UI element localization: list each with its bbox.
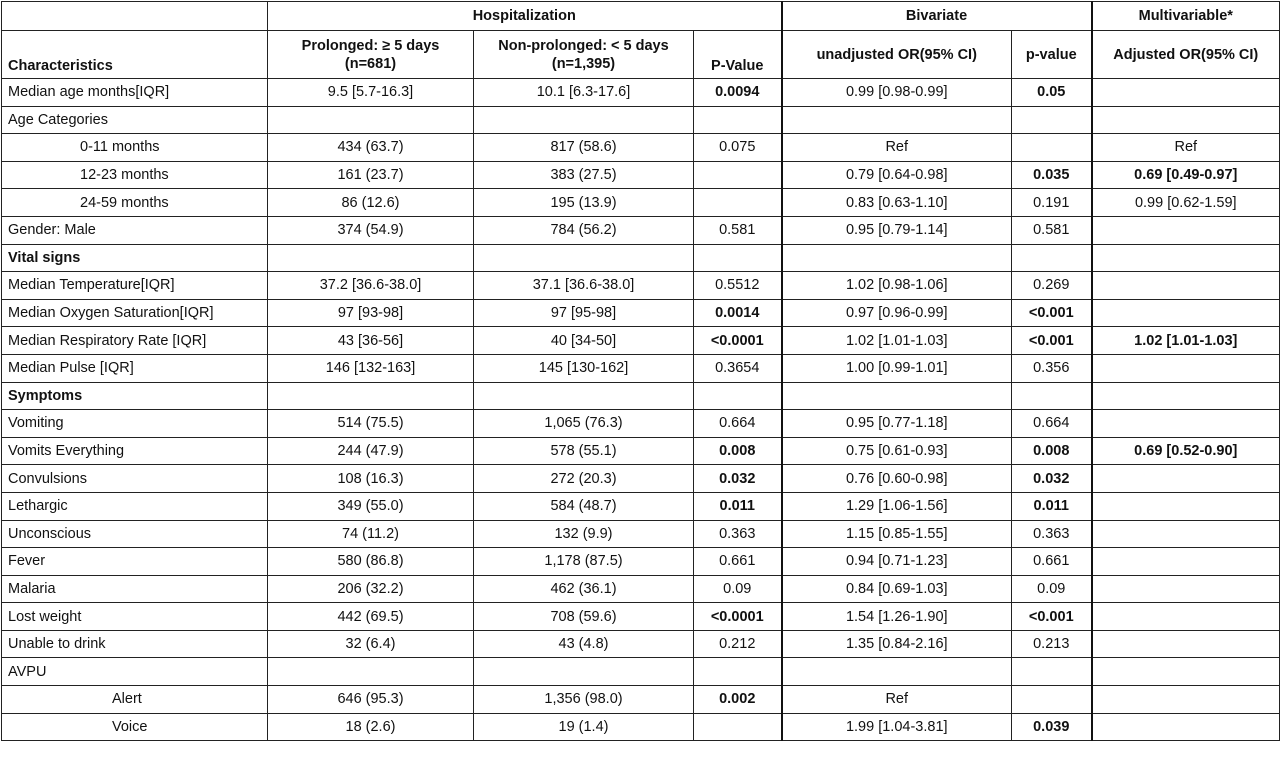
- unadjusted-or-cell: [782, 106, 1012, 134]
- prolonged-cell: [268, 382, 474, 410]
- bivariate-pvalue-cell: 0.09: [1012, 575, 1092, 603]
- nonprolonged-cell: 817 (58.6): [474, 134, 694, 162]
- bivariate-pvalue-cell: 0.035: [1012, 161, 1092, 189]
- header-column-row: [2, 31, 1280, 79]
- table-row: [2, 437, 1280, 465]
- bivariate-pvalue-cell: 0.363: [1012, 520, 1092, 548]
- pvalue-cell: 0.0014: [694, 299, 782, 327]
- prolonged-cell: [268, 658, 474, 686]
- nonprolonged-cell: 40 [34-50]: [474, 327, 694, 355]
- bivariate-pvalue-cell: 0.581: [1012, 216, 1092, 244]
- row-label: Gender: Male: [2, 216, 268, 244]
- row-label: AVPU: [2, 658, 268, 686]
- row-label: 0-11 months: [2, 134, 268, 162]
- bivariate-pvalue-cell: 0.664: [1012, 410, 1092, 438]
- nonprolonged-cell: 784 (56.2): [474, 216, 694, 244]
- table-row: [2, 216, 1280, 244]
- section-label: Symptoms: [2, 382, 268, 410]
- prolonged-cell: 434 (63.7): [268, 134, 474, 162]
- prolonged-cell: 442 (69.5): [268, 603, 474, 631]
- table-row: [2, 548, 1280, 576]
- prolonged-header-line2: (n=681): [344, 55, 397, 72]
- table-row: [2, 658, 1280, 686]
- pvalue-cell: 0.3654: [694, 354, 782, 382]
- pvalue-cell: <0.0001: [694, 603, 782, 631]
- row-label: Lethargic: [2, 492, 268, 520]
- prolonged-cell: 146 [132-163]: [268, 354, 474, 382]
- row-label: 12-23 months: [2, 161, 268, 189]
- prolonged-cell: 580 (86.8): [268, 548, 474, 576]
- prolonged-cell: [268, 244, 474, 272]
- pvalue-cell: 0.661: [694, 548, 782, 576]
- prolonged-cell: 32 (6.4): [268, 630, 474, 658]
- prolonged-cell: 74 (11.2): [268, 520, 474, 548]
- nonprolonged-cell: 1,178 (87.5): [474, 548, 694, 576]
- bivariate-pvalue-cell: 0.269: [1012, 272, 1092, 300]
- unadjusted-or-cell: 1.29 [1.06-1.56]: [782, 492, 1012, 520]
- unadjusted-or-cell: 0.76 [0.60-0.98]: [782, 465, 1012, 493]
- section-row: [2, 244, 1280, 272]
- table-row: [2, 713, 1280, 741]
- table-row: [2, 161, 1280, 189]
- unadjusted-or-cell: [782, 382, 1012, 410]
- pvalue-cell: 0.008: [694, 437, 782, 465]
- row-label: Lost weight: [2, 603, 268, 631]
- nonprolonged-cell: 19 (1.4): [474, 713, 694, 741]
- prolonged-cell: 646 (95.3): [268, 686, 474, 714]
- nonprolonged-cell: 272 (20.3): [474, 465, 694, 493]
- bivariate-pvalue-cell: 0.039: [1012, 713, 1092, 741]
- row-label: Median Oxygen Saturation[IQR]: [2, 299, 268, 327]
- pvalue-cell: 0.002: [694, 686, 782, 714]
- row-label: Malaria: [2, 575, 268, 603]
- prolonged-cell: 86 (12.6): [268, 189, 474, 217]
- row-label: Alert: [2, 686, 268, 714]
- adjusted-or-cell: [1092, 216, 1280, 244]
- unadjusted-or-cell: 1.02 [0.98-1.06]: [782, 272, 1012, 300]
- bivariate-pvalue-cell: 0.032: [1012, 465, 1092, 493]
- prolonged-cell: 514 (75.5): [268, 410, 474, 438]
- bivariate-pvalue-cell: 0.008: [1012, 437, 1092, 465]
- adjusted-or-cell: [1092, 713, 1280, 741]
- nonprolonged-header-line1: Non-prolonged: < 5 days: [498, 37, 669, 54]
- hospitalization-group-header: Hospitalization: [268, 2, 782, 31]
- prolonged-cell: 374 (54.9): [268, 216, 474, 244]
- pvalue-cell: [694, 713, 782, 741]
- prolonged-cell: 161 (23.7): [268, 161, 474, 189]
- prolonged-cell: 206 (32.2): [268, 575, 474, 603]
- pvalue-cell: [694, 106, 782, 134]
- row-label: Unconscious: [2, 520, 268, 548]
- bivariate-pvalue-cell: 0.011: [1012, 492, 1092, 520]
- unadjusted-or-cell: 1.00 [0.99-1.01]: [782, 354, 1012, 382]
- bivariate-pvalue-cell: [1012, 106, 1092, 134]
- adjusted-or-cell: [1092, 354, 1280, 382]
- adjusted-or-header: Adjusted OR(95% CI): [1092, 31, 1280, 79]
- nonprolonged-cell: 97 [95-98]: [474, 299, 694, 327]
- table-row: [2, 299, 1280, 327]
- adjusted-or-cell: [1092, 465, 1280, 493]
- bivariate-pvalue-cell: 0.191: [1012, 189, 1092, 217]
- unadjusted-or-cell: 1.54 [1.26-1.90]: [782, 603, 1012, 631]
- nonprolonged-cell: [474, 382, 694, 410]
- unadjusted-or-cell: 1.35 [0.84-2.16]: [782, 630, 1012, 658]
- pvalue-cell: 0.664: [694, 410, 782, 438]
- nonprolonged-cell: [474, 106, 694, 134]
- row-label: Unable to drink: [2, 630, 268, 658]
- nonprolonged-cell: 462 (36.1): [474, 575, 694, 603]
- bivariate-pvalue-cell: [1012, 658, 1092, 686]
- bivariate-pvalue-cell: 0.356: [1012, 354, 1092, 382]
- row-label: Voice: [2, 713, 268, 741]
- prolonged-cell: 97 [93-98]: [268, 299, 474, 327]
- nonprolonged-cell: 584 (48.7): [474, 492, 694, 520]
- table-row: [2, 79, 1280, 107]
- pvalue-cell: 0.032: [694, 465, 782, 493]
- nonprolonged-cell: 145 [130-162]: [474, 354, 694, 382]
- prolonged-cell: 37.2 [36.6-38.0]: [268, 272, 474, 300]
- prolonged-header-line1: Prolonged: ≥ 5 days: [301, 37, 440, 54]
- bivariate-pvalue-cell: [1012, 686, 1092, 714]
- bivariate-pvalue-cell: 0.213: [1012, 630, 1092, 658]
- bivariate-pvalue-cell: [1012, 382, 1092, 410]
- prolonged-cell: 349 (55.0): [268, 492, 474, 520]
- prolonged-header: [268, 31, 474, 79]
- unadjusted-or-cell: Ref: [782, 134, 1012, 162]
- bivariate-pvalue-cell: <0.001: [1012, 603, 1092, 631]
- adjusted-or-cell: [1092, 299, 1280, 327]
- row-label: Fever: [2, 548, 268, 576]
- pvalue-cell: 0.363: [694, 520, 782, 548]
- prolonged-cell: 108 (16.3): [268, 465, 474, 493]
- adjusted-or-cell: [1092, 686, 1280, 714]
- prolonged-cell: [268, 106, 474, 134]
- unadjusted-or-cell: 0.95 [0.77-1.18]: [782, 410, 1012, 438]
- unadjusted-or-cell: 0.84 [0.69-1.03]: [782, 575, 1012, 603]
- pvalue-cell: 0.075: [694, 134, 782, 162]
- table-row: [2, 492, 1280, 520]
- table-row: [2, 575, 1280, 603]
- adjusted-or-cell: [1092, 658, 1280, 686]
- table-row: [2, 134, 1280, 162]
- adjusted-or-cell: [1092, 244, 1280, 272]
- bivariate-group-header: Bivariate: [782, 2, 1092, 31]
- unadjusted-or-cell: 0.95 [0.79-1.14]: [782, 216, 1012, 244]
- adjusted-or-cell: [1092, 603, 1280, 631]
- unadjusted-or-cell: 1.15 [0.85-1.55]: [782, 520, 1012, 548]
- table-row: [2, 686, 1280, 714]
- unadjusted-or-cell: Ref: [782, 686, 1012, 714]
- pvalue-cell: [694, 382, 782, 410]
- nonprolonged-cell: 708 (59.6): [474, 603, 694, 631]
- unadjusted-or-cell: 0.94 [0.71-1.23]: [782, 548, 1012, 576]
- nonprolonged-cell: 383 (27.5): [474, 161, 694, 189]
- nonprolonged-cell: 43 (4.8): [474, 630, 694, 658]
- pvalue-cell: [694, 189, 782, 217]
- adjusted-or-cell: [1092, 520, 1280, 548]
- row-label: Convulsions: [2, 465, 268, 493]
- adjusted-or-cell: [1092, 548, 1280, 576]
- unadjusted-or-cell: 0.83 [0.63-1.10]: [782, 189, 1012, 217]
- nonprolonged-header: [474, 31, 694, 79]
- prolonged-cell: 9.5 [5.7-16.3]: [268, 79, 474, 107]
- bivariate-pvalue-cell: [1012, 134, 1092, 162]
- table-row: [2, 354, 1280, 382]
- unadjusted-or-header: unadjusted OR(95% CI): [782, 31, 1012, 79]
- table-row: [2, 327, 1280, 355]
- nonprolonged-cell: 195 (13.9): [474, 189, 694, 217]
- row-label: Median age months[IQR]: [2, 79, 268, 107]
- characteristics-header: Characteristics: [2, 31, 268, 79]
- bivariate-pvalue-cell: <0.001: [1012, 327, 1092, 355]
- adjusted-or-cell: [1092, 492, 1280, 520]
- unadjusted-or-cell: 0.99 [0.98-0.99]: [782, 79, 1012, 107]
- row-label: Vomits Everything: [2, 437, 268, 465]
- unadjusted-or-cell: 1.02 [1.01-1.03]: [782, 327, 1012, 355]
- table-row: [2, 410, 1280, 438]
- row-label: Age Categories: [2, 106, 268, 134]
- adjusted-or-cell: 1.02 [1.01-1.03]: [1092, 327, 1280, 355]
- bivariate-pvalue-header: p-value: [1012, 31, 1092, 79]
- adjusted-or-cell: [1092, 106, 1280, 134]
- nonprolonged-cell: 1,356 (98.0): [474, 686, 694, 714]
- adjusted-or-cell: [1092, 79, 1280, 107]
- row-label: Median Pulse [IQR]: [2, 354, 268, 382]
- bivariate-pvalue-cell: [1012, 244, 1092, 272]
- adjusted-or-cell: 0.69 [0.49-0.97]: [1092, 161, 1280, 189]
- adjusted-or-cell: [1092, 410, 1280, 438]
- adjusted-or-cell: [1092, 382, 1280, 410]
- pvalue-cell: [694, 244, 782, 272]
- header-group-row: [2, 2, 1280, 31]
- nonprolonged-cell: 10.1 [6.3-17.6]: [474, 79, 694, 107]
- section-label: Vital signs: [2, 244, 268, 272]
- unadjusted-or-cell: 0.75 [0.61-0.93]: [782, 437, 1012, 465]
- unadjusted-or-cell: 0.97 [0.96-0.99]: [782, 299, 1012, 327]
- nonprolonged-header-line2: (n=1,395): [551, 55, 616, 72]
- nonprolonged-cell: [474, 244, 694, 272]
- bivariate-pvalue-cell: <0.001: [1012, 299, 1092, 327]
- multivariable-group-header: Multivariable*: [1092, 2, 1280, 31]
- pvalue-cell: 0.581: [694, 216, 782, 244]
- row-label: 24-59 months: [2, 189, 268, 217]
- bivariate-pvalue-cell: 0.661: [1012, 548, 1092, 576]
- adjusted-or-cell: [1092, 630, 1280, 658]
- table-row: [2, 465, 1280, 493]
- unadjusted-or-cell: 0.79 [0.64-0.98]: [782, 161, 1012, 189]
- table-row: [2, 106, 1280, 134]
- table-row: [2, 603, 1280, 631]
- prolonged-cell: 18 (2.6): [268, 713, 474, 741]
- unadjusted-or-cell: [782, 658, 1012, 686]
- header-empty-cell: [2, 2, 268, 31]
- pvalue-cell: 0.5512: [694, 272, 782, 300]
- row-label: Median Temperature[IQR]: [2, 272, 268, 300]
- adjusted-or-cell: 0.69 [0.52-0.90]: [1092, 437, 1280, 465]
- adjusted-or-cell: 0.99 [0.62-1.59]: [1092, 189, 1280, 217]
- row-label: Median Respiratory Rate [IQR]: [2, 327, 268, 355]
- characteristics-table: [1, 1, 1280, 741]
- prolonged-cell: 43 [36-56]: [268, 327, 474, 355]
- unadjusted-or-cell: [782, 244, 1012, 272]
- table-row: [2, 630, 1280, 658]
- pvalue-cell: [694, 161, 782, 189]
- adjusted-or-cell: [1092, 575, 1280, 603]
- bivariate-pvalue-cell: 0.05: [1012, 79, 1092, 107]
- nonprolonged-cell: 1,065 (76.3): [474, 410, 694, 438]
- table-row: [2, 520, 1280, 548]
- row-label: Vomiting: [2, 410, 268, 438]
- nonprolonged-cell: 132 (9.9): [474, 520, 694, 548]
- pvalue-cell: 0.09: [694, 575, 782, 603]
- pvalue-cell: [694, 658, 782, 686]
- nonprolonged-cell: 578 (55.1): [474, 437, 694, 465]
- pvalue-cell: 0.212: [694, 630, 782, 658]
- nonprolonged-cell: 37.1 [36.6-38.0]: [474, 272, 694, 300]
- adjusted-or-cell: [1092, 272, 1280, 300]
- unadjusted-or-cell: 1.99 [1.04-3.81]: [782, 713, 1012, 741]
- table-row: [2, 189, 1280, 217]
- section-row: [2, 382, 1280, 410]
- nonprolonged-cell: [474, 658, 694, 686]
- prolonged-cell: 244 (47.9): [268, 437, 474, 465]
- table-row: [2, 272, 1280, 300]
- pvalue-header: P-Value: [694, 31, 782, 79]
- pvalue-cell: 0.011: [694, 492, 782, 520]
- adjusted-or-cell: Ref: [1092, 134, 1280, 162]
- pvalue-cell: 0.0094: [694, 79, 782, 107]
- pvalue-cell: <0.0001: [694, 327, 782, 355]
